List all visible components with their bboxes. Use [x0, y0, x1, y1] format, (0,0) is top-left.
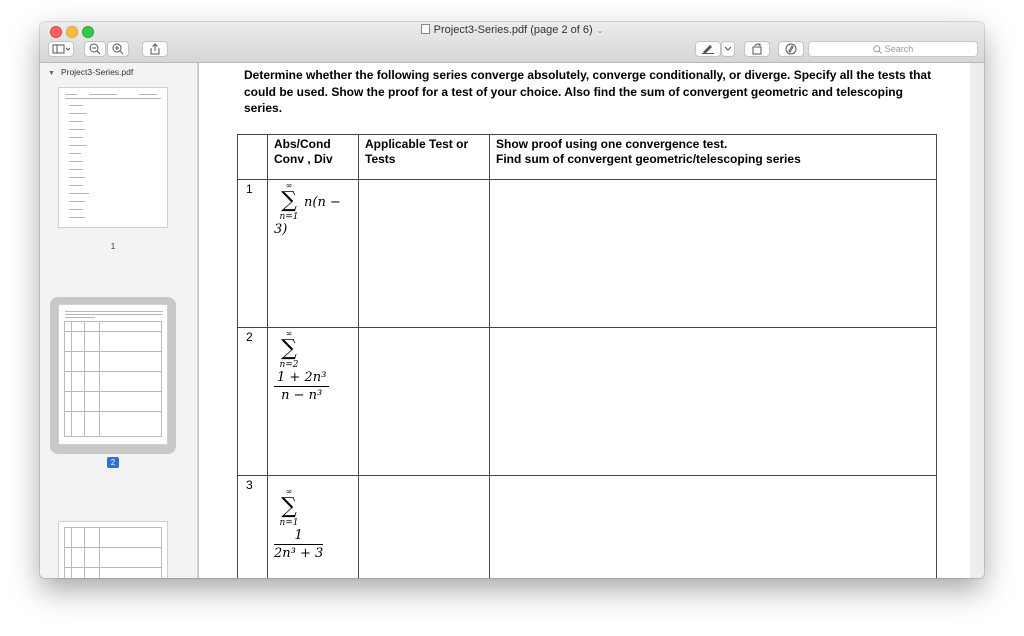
window-title[interactable]	[40, 24, 984, 36]
rotate-button[interactable]	[744, 41, 770, 57]
table-row	[238, 476, 937, 579]
sidebar-toggle-button[interactable]	[48, 41, 74, 57]
page-thumbnail-1[interactable]	[58, 87, 168, 228]
row-number: 1	[238, 180, 268, 328]
applicable-test-cell[interactable]	[359, 476, 490, 579]
chevron-down-icon	[724, 46, 732, 52]
applicable-test-cell[interactable]	[359, 180, 490, 328]
proof-cell[interactable]	[490, 476, 937, 579]
series-table	[237, 134, 937, 578]
table-header-row	[238, 135, 937, 180]
share-icon	[149, 43, 161, 55]
series-expression: ∞ ∑ n=2 $\frac{\text{1 + 2n³}}{\text{n − n³}}$	[274, 343, 329, 394]
row-number: 3	[238, 476, 268, 579]
vertical-scrollbar[interactable]	[970, 63, 984, 578]
header-abs-cond: Abs/Cond Conv , Div	[268, 135, 359, 180]
series-expression: ∞ ∑ n=1 n(n − 3)	[274, 181, 341, 237]
document-icon	[421, 24, 430, 34]
series-expression: ∞ ∑ n=1 $\frac{1}{\text{2n³ + 3}}$	[274, 487, 324, 561]
thumbnail-sidebar	[40, 63, 198, 578]
disclosure-triangle-icon[interactable]: ▼	[48, 70, 55, 77]
highlight-button[interactable]	[695, 41, 721, 57]
row-number: 2	[238, 328, 268, 476]
search-field[interactable]	[808, 41, 978, 57]
header-applicable-test: Applicable Test or Tests	[359, 135, 490, 180]
header-proof: Show proof using one convergence test. Find sum of convergent geometric/telescoping series	[490, 135, 937, 180]
chevron-down-icon: ⌄	[596, 26, 604, 35]
markup-button[interactable]	[778, 41, 804, 57]
table-row	[238, 328, 937, 476]
preview-window	[40, 22, 984, 578]
header-number	[238, 135, 268, 180]
sidebar-file-name: Project3-Series.pdf	[60, 67, 134, 77]
titlebar	[40, 22, 984, 63]
zoom-out-icon	[89, 43, 101, 55]
proof-cell[interactable]	[490, 328, 937, 476]
highlighter-icon	[701, 44, 715, 54]
zoom-in-icon	[112, 43, 124, 55]
search-icon	[873, 45, 882, 54]
series-cell	[268, 180, 359, 328]
pdf-page	[198, 63, 971, 578]
window-title-text: Project3-Series.pdf (page 2 of 6)	[433, 24, 593, 36]
zoom-in-button[interactable]	[107, 41, 129, 57]
page-thumbnail-3[interactable]	[58, 521, 168, 578]
highlight-options-button[interactable]	[721, 41, 735, 57]
series-cell	[268, 328, 359, 476]
document-view[interactable]	[198, 63, 984, 578]
sidebar-file-header[interactable]	[48, 67, 133, 77]
zoom-out-button[interactable]	[84, 41, 106, 57]
problem-prompt: Determine whether the following series converge absolutely, converge conditionally, or diverge. Specify all the tests that could be used. Show the proof for a test of your choice. Also find the sum of convergent geometric and telescoping series.	[244, 68, 932, 115]
pen-circle-icon	[785, 43, 797, 55]
share-button[interactable]	[142, 41, 168, 57]
page-thumbnail-2[interactable]	[58, 304, 168, 445]
series-cell	[268, 476, 359, 579]
page-label-1[interactable]: 1	[110, 242, 116, 251]
page-label-2[interactable]: 2	[107, 457, 119, 468]
applicable-test-cell[interactable]	[359, 328, 490, 476]
rotate-icon	[751, 43, 763, 55]
table-row	[238, 180, 937, 328]
search-placeholder: Search	[884, 44, 914, 54]
proof-cell[interactable]	[490, 180, 937, 328]
sidebar-icon	[52, 44, 70, 54]
